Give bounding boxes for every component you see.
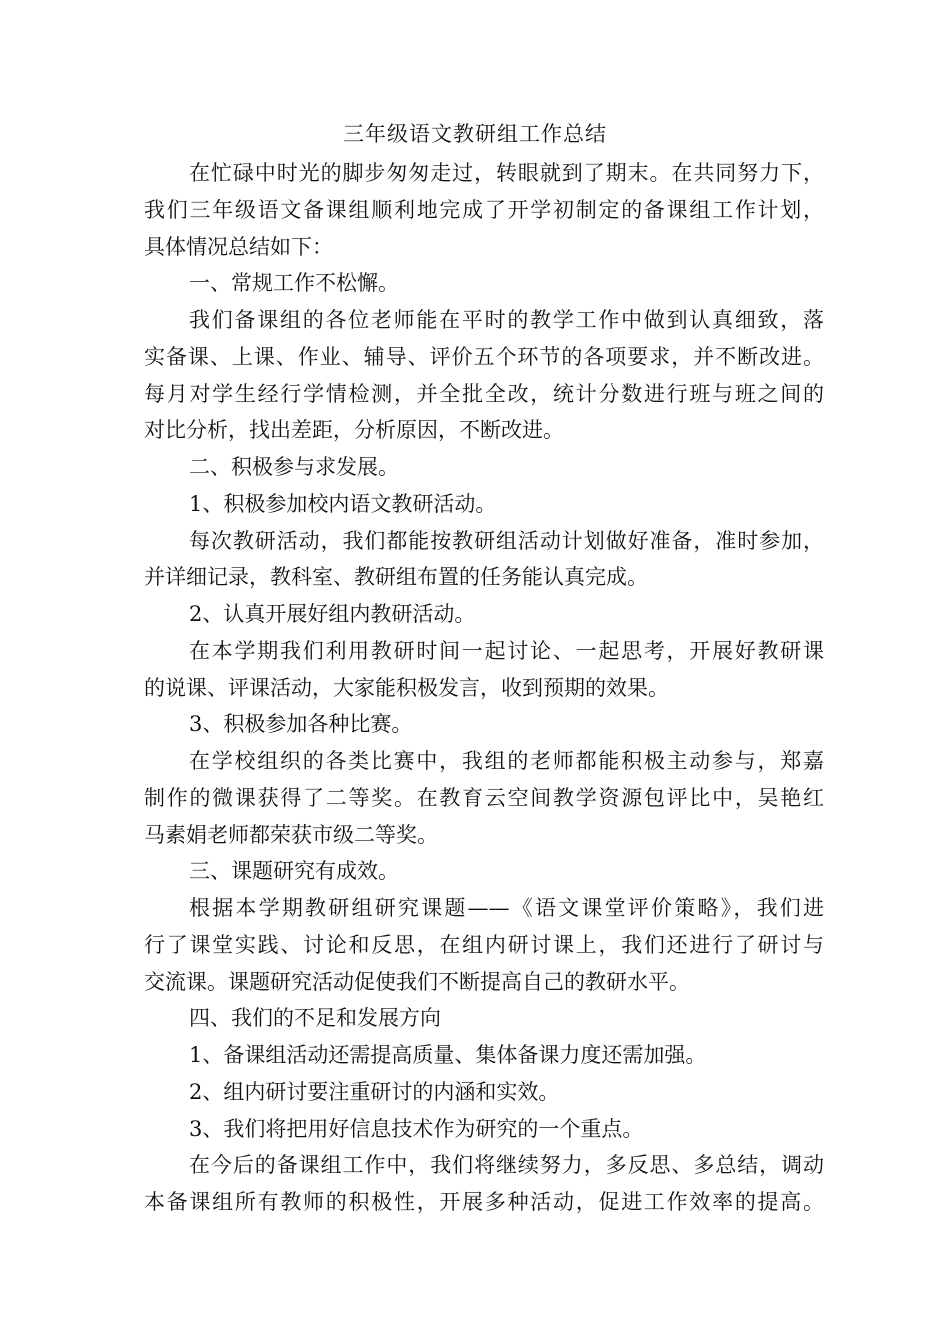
text-line: 本备课组所有教师的积极性，开展多种活动，促进工作效率的提高。 <box>144 1190 824 1214</box>
text-line: 在今后的备课组工作中，我们将继续努力，多反思、多总结，调动 <box>189 1153 824 1178</box>
text-line: 2、认真开展好组内教研活动。 <box>189 602 476 626</box>
text-line: 3、我们将把用好信息技术作为研究的一个重点。 <box>189 1116 644 1141</box>
text-line: 我们备课组的各位老师能在平时的教学工作中做到认真细致，落 <box>189 308 824 332</box>
document-body <box>144 155 824 1221</box>
text-line: 2、组内研讨要注重研讨的内涵和实效。 <box>189 1079 560 1104</box>
text-line: 1、备课组活动还需提高质量、集体备课力度还需加强。 <box>189 1043 707 1067</box>
text-line: 在本学期我们利用教研时间一起讨论、一起思考，开展好教研课 <box>189 638 824 663</box>
text-line: 根据本学期教研组研究课题——《语文课堂评价策略》，我们进 <box>189 896 824 920</box>
text-line: 交流课。课题研究活动促使我们不断提高自己的教研水平。 <box>144 969 690 994</box>
text-line: 四、我们的不足和发展方向 <box>189 1006 441 1031</box>
text-line: 制作的微课获得了二等奖。在教育云空间教学资源包评比中，吴艳红 <box>144 785 824 810</box>
text-line: 对比分析，找出差距，分析原因，不断改进。 <box>144 418 564 443</box>
text-line: 行了课堂实践、讨论和反思，在组内研讨课上，我们还进行了研讨与 <box>144 932 824 957</box>
text-line: 三、课题研究有成效。 <box>189 859 399 884</box>
text-line: 的说课、评课活动，大家能积极发言，收到预期的效果。 <box>144 675 669 700</box>
text-line: 在学校组织的各类比赛中，我组的老师都能积极主动参与，郑嘉 <box>189 749 824 773</box>
text-line: 每月对学生经行学情检测，并全批全改，统计分数进行班与班之间的 <box>144 381 824 406</box>
text-line: 1、积极参加校内语文教研活动。 <box>189 491 497 516</box>
document-title: 三年级语文教研组工作总结 <box>343 122 607 146</box>
text-line: 实备课、上课、作业、辅导、评价五个环节的各项要求，并不断改进。 <box>144 344 824 369</box>
text-line: 3、积极参加各种比赛。 <box>189 712 413 737</box>
text-line: 并详细记录，教科室、教研组布置的任务能认真完成。 <box>144 565 648 590</box>
text-line: 在忙碌中时光的脚步匆匆走过，转眼就到了期末。在共同努力下， <box>189 161 824 185</box>
text-line: 每次教研活动，我们都能按教研组活动计划做好准备，准时参加， <box>189 528 824 553</box>
text-line: 二、积极参与求发展。 <box>189 455 399 479</box>
text-line: 具体情况总结如下： <box>144 234 333 259</box>
text-line: 一、常规工作不松懈。 <box>189 271 399 296</box>
text-line: 我们三年级语文备课组顺利地完成了开学初制定的备课组工作计划， <box>144 197 824 222</box>
text-line: 马素娟老师都荣获市级二等奖。 <box>144 822 438 847</box>
